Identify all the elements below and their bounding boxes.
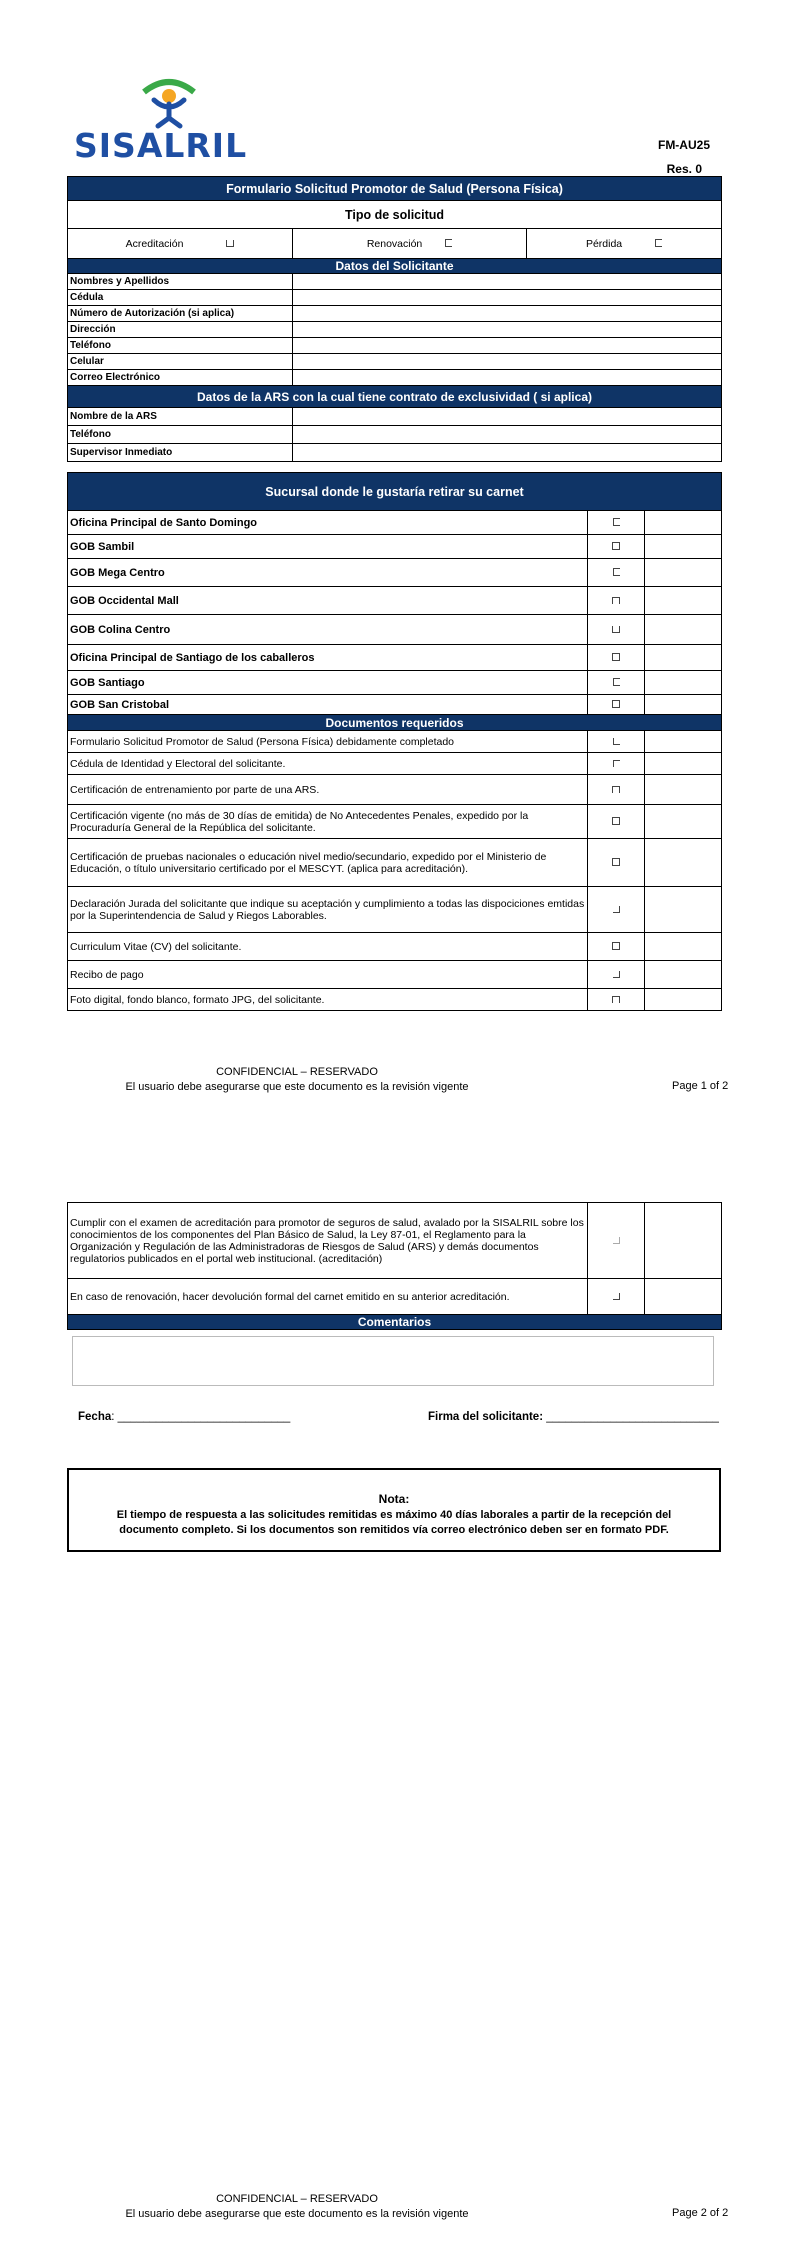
document-item: Certificación de pruebas nacionales o educación nivel medio/secundario, expedido por el Ministerio de Educación, o título universitario certificado por el MESCYT. (aplica para acreditación).	[68, 839, 588, 887]
form-title: Formulario Solicitud Promotor de Salud (Persona Física)	[68, 177, 722, 201]
checkbox-icon[interactable]	[612, 653, 620, 661]
branch-item: GOB San Cristobal	[68, 695, 588, 715]
page-number: Page 1 of 2	[672, 1080, 729, 1092]
document-extra	[645, 989, 722, 1011]
checkbox-icon[interactable]	[613, 518, 620, 526]
document-checkbox[interactable]	[588, 1279, 645, 1315]
applicant-section: Datos del Solicitante	[68, 259, 722, 274]
branch-table	[67, 472, 722, 1011]
sisalril-logo	[74, 74, 264, 170]
field-label: Cédula	[68, 290, 293, 306]
confidential-label: CONFIDENCIAL – RESERVADO	[216, 2193, 378, 2205]
field-label: Correo Electrónico	[68, 370, 293, 386]
document-item: Cédula de Identidad y Electoral del solicitante.	[68, 753, 588, 775]
field-label: Celular	[68, 354, 293, 370]
field-input[interactable]	[293, 306, 722, 322]
ars-section: Datos de la ARS con la cual tiene contrato de exclusividad ( si aplica)	[68, 386, 722, 408]
field-input[interactable]	[293, 322, 722, 338]
request-type-perdida[interactable]	[527, 229, 722, 259]
fecha-line: : ___________________________	[111, 1411, 291, 1423]
checkbox-icon[interactable]	[613, 971, 620, 978]
disclaimer-label: El usuario debe asegurarse que este documento es la revisión vigente	[125, 2208, 469, 2220]
confidential-label: CONFIDENCIAL – RESERVADO	[216, 1066, 378, 1078]
document-item: En caso de renovación, hacer devolución formal del carnet emitido en su anterior acreditación.	[68, 1279, 588, 1315]
document-checkbox[interactable]	[588, 839, 645, 887]
request-type-renovacion[interactable]	[293, 229, 527, 259]
field-input[interactable]	[293, 408, 722, 426]
document-checkbox[interactable]	[588, 989, 645, 1011]
branch-checkbox[interactable]	[588, 615, 645, 645]
field-label: Número de Autorización (si aplica)	[68, 306, 293, 322]
checkbox-icon[interactable]	[445, 239, 452, 247]
checkbox-icon[interactable]	[613, 678, 620, 686]
document-checkbox[interactable]	[588, 1203, 645, 1279]
document-extra	[645, 805, 722, 839]
document-extra	[645, 933, 722, 961]
page-number: Page 2 of 2	[672, 2207, 729, 2219]
checkbox-icon[interactable]	[613, 738, 620, 745]
branch-extra	[645, 587, 722, 615]
documents-section: Documentos requeridos	[68, 715, 722, 731]
checkbox-icon[interactable]	[612, 996, 620, 1003]
note-title: Nota:	[378, 1492, 410, 1506]
field-input[interactable]	[293, 338, 722, 354]
document-item: Recibo de pago	[68, 961, 588, 989]
document-checkbox[interactable]	[588, 933, 645, 961]
field-input[interactable]	[293, 274, 722, 290]
checkbox-icon[interactable]	[613, 568, 620, 576]
checkbox-icon[interactable]	[612, 626, 620, 633]
checkbox-icon[interactable]	[226, 240, 234, 247]
checkbox-icon[interactable]	[612, 597, 620, 604]
branch-checkbox[interactable]	[588, 587, 645, 615]
firma-line: ___________________________	[543, 1411, 719, 1423]
document-extra	[645, 839, 722, 887]
document-extra	[645, 731, 722, 753]
fecha-field[interactable]	[78, 1411, 290, 1423]
request-type-label: Acreditación	[125, 237, 184, 250]
checkbox-icon[interactable]	[655, 239, 662, 247]
document-item: Certificación de entrenamiento por parte de una ARS.	[68, 775, 588, 805]
note-box	[67, 1468, 721, 1552]
branch-checkbox[interactable]	[588, 695, 645, 715]
checkbox-icon[interactable]	[612, 817, 620, 825]
field-label: Teléfono	[68, 338, 293, 354]
document-extra	[645, 775, 722, 805]
document-checkbox[interactable]	[588, 775, 645, 805]
branch-item: GOB Colina Centro	[68, 615, 588, 645]
document-checkbox[interactable]	[588, 753, 645, 775]
branch-extra	[645, 535, 722, 559]
branch-section: Sucursal donde le gustaría retirar su carnet	[68, 473, 722, 511]
checkbox-icon[interactable]	[613, 1293, 620, 1300]
document-extra	[645, 1279, 722, 1315]
field-input[interactable]	[293, 444, 722, 462]
branch-extra	[645, 645, 722, 671]
branch-checkbox[interactable]	[588, 511, 645, 535]
checkbox-icon[interactable]	[612, 542, 620, 550]
checkbox-icon[interactable]	[612, 700, 620, 708]
branch-extra	[645, 511, 722, 535]
comments-section: Comentarios	[68, 1315, 722, 1330]
document-checkbox[interactable]	[588, 961, 645, 989]
checkbox-icon[interactable]	[613, 760, 620, 767]
field-input[interactable]	[293, 426, 722, 444]
field-input[interactable]	[293, 370, 722, 386]
logo-figure-icon	[74, 74, 264, 134]
form-table	[67, 176, 722, 462]
branch-checkbox[interactable]	[588, 559, 645, 587]
request-type-label: Pérdida	[585, 237, 623, 250]
branch-item: GOB Sambil	[68, 535, 588, 559]
branch-extra	[645, 695, 722, 715]
branch-item: GOB Santiago	[68, 671, 588, 695]
comments-field[interactable]	[72, 1336, 714, 1386]
field-label: Nombre de la ARS	[68, 408, 293, 426]
branch-item: GOB Mega Centro	[68, 559, 588, 587]
branch-item: Oficina Principal de Santo Domingo	[68, 511, 588, 535]
document-item: Certificación vigente (no más de 30 días de emitida) de No Antecedentes Penales, expedido por la Procuraduría General de la República del solicitante.	[68, 805, 588, 839]
branch-extra	[645, 671, 722, 695]
field-label: Dirección	[68, 322, 293, 338]
firma-field[interactable]	[428, 1411, 719, 1423]
document-checkbox[interactable]	[588, 887, 645, 933]
checkbox-icon[interactable]	[612, 858, 620, 866]
checkbox-icon[interactable]	[613, 1237, 620, 1244]
field-label: Nombres y Apellidos	[68, 274, 293, 290]
branch-extra	[645, 559, 722, 587]
branch-checkbox[interactable]	[588, 535, 645, 559]
note-text: El tiempo de respuesta a las solicitudes remitidas es máximo 40 días laborales a partir de la recepción del documento completo. Si los documentos son remitidos vía correo electrónico deben ser en formato PDF.	[116, 1509, 672, 1536]
field-input[interactable]	[293, 290, 722, 306]
field-label: Teléfono	[68, 426, 293, 444]
fecha-label: Fecha	[78, 1411, 112, 1423]
branch-checkbox[interactable]	[588, 671, 645, 695]
request-type-title: Tipo de solicitud	[68, 201, 722, 229]
field-input[interactable]	[293, 354, 722, 370]
document-extra	[645, 753, 722, 775]
branch-item: Oficina Principal de Santiago de los caballeros	[68, 645, 588, 671]
branch-checkbox[interactable]	[588, 645, 645, 671]
branch-item: GOB Occidental Mall	[68, 587, 588, 615]
request-type-acreditacion[interactable]	[68, 229, 293, 259]
document-checkbox[interactable]	[588, 731, 645, 753]
branch-extra	[645, 615, 722, 645]
document-item: Cumplir con el examen de acreditación para promotor de seguros de salud, avalado por la SISALRIL sobre los conocimientos de los componentes del Plan Básico de Salud, la Ley 87-01, el Reglamento para la Organización y Regulación de las Administradoras de Riesgos de Salud (ARS) y demás documentos regulatorios publicados en el portal web institucional. (acreditación)	[68, 1203, 588, 1279]
firma-label: Firma del solicitante:	[428, 1411, 544, 1423]
document-item: Declaración Jurada del solicitante que indique su aceptación y cumplimiento a todas las dispociciones emtidas por la Superintendencia de Salud y Riegos Laborables.	[68, 887, 588, 933]
form-code: FM-AU25	[657, 138, 710, 152]
request-type-label: Renovación	[366, 237, 423, 250]
revision: Res. 0	[666, 162, 702, 176]
checkbox-icon[interactable]	[612, 786, 620, 793]
disclaimer-label: El usuario debe asegurarse que este documento es la revisión vigente	[125, 1081, 469, 1093]
document-item: Curriculum Vitae (CV) del solicitante.	[68, 933, 588, 961]
field-label: Supervisor Inmediato	[68, 444, 293, 462]
logo-text: SISALRIL	[74, 126, 248, 165]
document-checkbox[interactable]	[588, 805, 645, 839]
document-item: Formulario Solicitud Promotor de Salud (Persona Física) debidamente completado	[68, 731, 588, 753]
document-extra	[645, 961, 722, 989]
checkbox-icon[interactable]	[613, 906, 620, 913]
document-item: Foto digital, fondo blanco, formato JPG, del solicitante.	[68, 989, 588, 1011]
document-extra	[645, 1203, 722, 1279]
documents-table-page2	[67, 1202, 722, 1330]
document-extra	[645, 887, 722, 933]
checkbox-icon[interactable]	[612, 942, 620, 950]
